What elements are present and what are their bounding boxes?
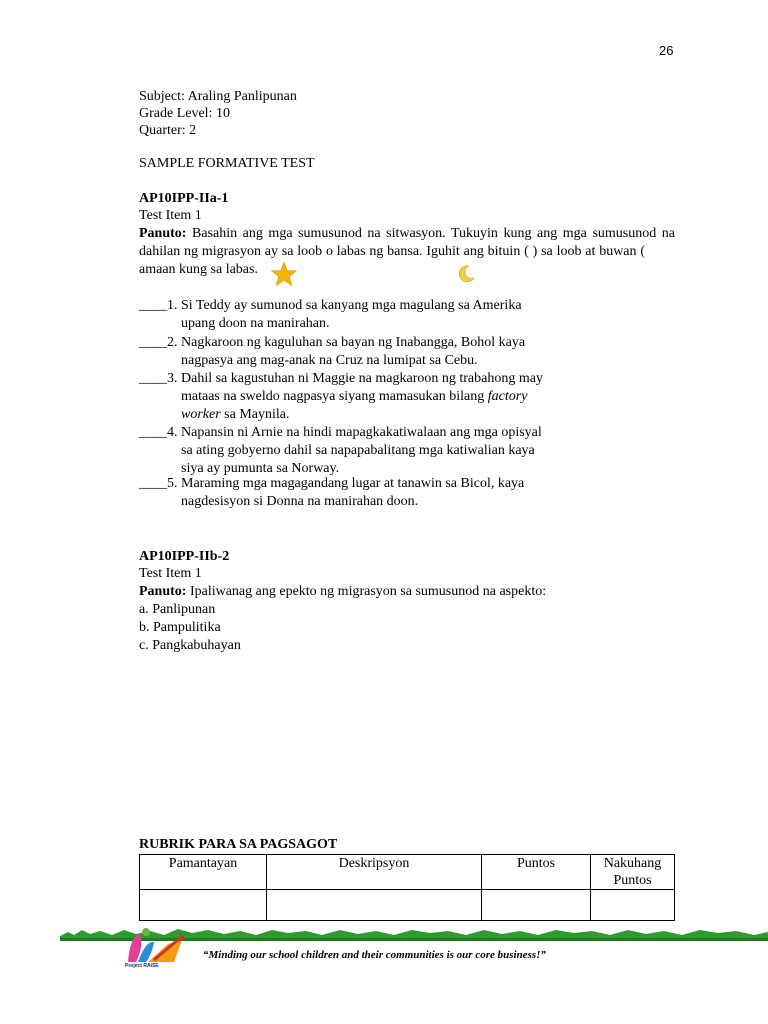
rubric-table	[139, 854, 675, 921]
question-item-5	[139, 475, 524, 511]
option-a: a. Panlipunan	[139, 602, 216, 617]
rubric-cell	[591, 890, 675, 921]
rubric-cell	[267, 890, 482, 921]
panuto-text: Basahin ang mga sumusunod na sitwasyon. Tukuyin kung ang mga sumusunod na dahilan ng migrasyon ay sa loob o labas ng bansa. Iguhit ang bituin ( ) sa loob at buwan (	[139, 226, 675, 259]
question-item-4	[139, 424, 542, 478]
item-blank: ____3.	[139, 371, 178, 386]
item-text: Si Teddy ay sumunod sa kanyang mga magulang sa Amerika	[177, 298, 522, 313]
item-text-part: sa Maynila.	[220, 407, 290, 422]
question-item-1	[139, 297, 522, 333]
item-blank: ____2.	[139, 335, 178, 350]
item-blank: ____5.	[139, 476, 178, 491]
rubric-empty-row	[140, 890, 675, 921]
subject-line: Subject: Araling Panlipunan	[139, 89, 297, 104]
section1-instructions	[139, 225, 675, 279]
panuto-label: Panuto:	[139, 226, 187, 241]
section2-code: AP10IPP-IIb-2	[139, 549, 230, 564]
item-text-cont	[139, 406, 543, 424]
section2-test-item: Test Item 1	[139, 566, 202, 581]
test-title: SAMPLE FORMATIVE TEST	[139, 156, 315, 171]
panuto-text: Ipaliwanag ang epekto ng migrasyon sa sumusunod na aspekto:	[186, 584, 547, 599]
question-item-3	[139, 370, 543, 424]
item-text-cont: siya ay pumunta sa Norway.	[181, 461, 340, 476]
item-text-cont: sa ating gobyerno dahil sa napapabalitang mga katiwalian kaya	[181, 443, 535, 458]
section1-test-item: Test Item 1	[139, 208, 202, 223]
item-text-cont: upang doon na manirahan.	[181, 316, 330, 331]
item-text: Maraming mga magagandang lugar at tanawin sa Bicol, kaya	[177, 476, 525, 491]
grade-line: Grade Level: 10	[139, 106, 230, 121]
rubric-header-cell: Deskripsyon	[267, 855, 482, 890]
item-text-cont: nagdesisyon si Donna na manirahan doon.	[181, 494, 419, 509]
item-text: Nagkaroon ng kaguluhan sa bayan ng Inabangga, Bohol kaya	[177, 335, 526, 350]
logo-text: Project RAISE	[125, 963, 159, 969]
panuto-label: Panuto:	[139, 584, 187, 599]
moon-icon	[456, 264, 476, 284]
rubric-cell	[140, 890, 267, 921]
item-text-italic: factory	[487, 389, 528, 404]
footer-motto: “Minding our school children and their communities is our core business!”	[203, 949, 546, 961]
item-blank: ____1.	[139, 298, 178, 313]
section1-code: AP10IPP-IIa-1	[139, 191, 229, 206]
item-text: Napansin ni Arnie na hindi mapagkakatiwalaan ang mga opisyal	[177, 425, 542, 440]
item-text-italic: worker	[181, 407, 221, 422]
quarter-line: Quarter: 2	[139, 123, 197, 138]
panuto-tail: amaan kung sa labas.	[139, 262, 258, 277]
item-text-cont: nagpasya ang mag-anak na Cruz na lumipat sa Cebu.	[181, 353, 478, 368]
rubric-header-cell: Puntos	[482, 855, 591, 890]
rubric-header-row	[140, 855, 675, 890]
rubric-header-cell: Pamantayan	[140, 855, 267, 890]
item-text-cont	[139, 388, 543, 406]
item-text-part: mataas na sweldo nagpasya siyang mamasukan bilang	[181, 389, 488, 404]
item-text: Dahil sa kagustuhan ni Maggie na magkaroon ng trabahong may	[177, 371, 543, 386]
question-item-2	[139, 334, 525, 370]
page-number: 26	[659, 43, 674, 58]
rubric-cell	[482, 890, 591, 921]
rubric-header-cell: Nakuhang Puntos	[591, 855, 675, 890]
option-c: c. Pangkabuhayan	[139, 638, 241, 653]
star-icon	[271, 262, 297, 286]
section2-instructions	[139, 583, 546, 600]
item-blank: ____4.	[139, 425, 178, 440]
option-b: b. Pampulitika	[139, 620, 221, 635]
rubric-title: RUBRIK PARA SA PAGSAGOT	[139, 837, 338, 852]
